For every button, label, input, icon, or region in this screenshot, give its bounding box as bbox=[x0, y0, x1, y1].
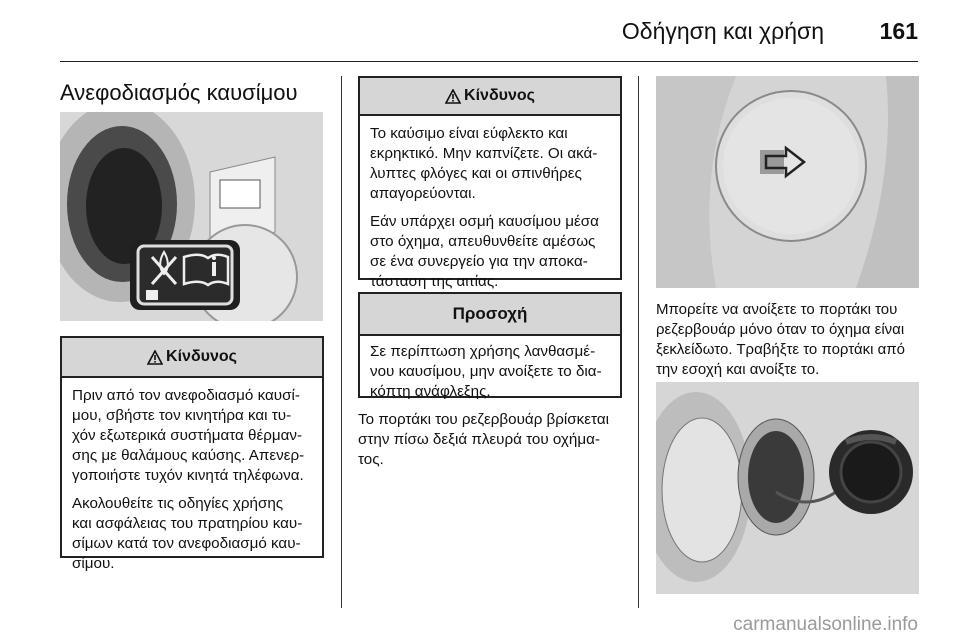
column-divider-1 bbox=[341, 76, 342, 608]
section-title: Ανεφοδιασμός καυσίμου bbox=[60, 80, 298, 105]
chapter-title: Οδήγηση και χρήση bbox=[621, 18, 824, 44]
page-number: 161 bbox=[879, 18, 918, 44]
danger-box-body bbox=[62, 378, 322, 574]
danger-box-body bbox=[360, 116, 620, 292]
danger-label: Κίνδυνος bbox=[464, 87, 535, 104]
fuel-filler-label-photo bbox=[60, 112, 323, 321]
fuel-type-icon bbox=[146, 290, 158, 300]
caution-box-header bbox=[360, 294, 620, 336]
caution-box-body bbox=[360, 336, 620, 402]
danger-box-flammable bbox=[358, 76, 622, 290]
danger-label: Κίνδυνος bbox=[166, 348, 237, 365]
open-fuel-door-text: Μπορείτε να ανοίξετε το πορτάκι του ρεζερβουάρ μόνο όταν το όχημα είναι ξεκλείδωτο. Τραβήξτε το πορτάκι από την εσοχή και ανοίξτε το. bbox=[656, 301, 905, 378]
danger-box-fuelling bbox=[60, 336, 324, 572]
danger-paragraph-1: Το καύσιμο είναι εύφλεκτο και εκρηκτικό. Μην καπνίζετε. Οι ακά- λυπτες φλόγες και οι σπινθήρες απαγορεύονται. bbox=[370, 125, 598, 202]
caution-box bbox=[358, 292, 622, 398]
danger-paragraph-2: Εάν υπάρχει οσμή καυσίμου μέσα στο όχημα, απευθυνθείτε αμέσως σε ένα συνεργείο για την αποκα- τάσταση της αιτίας. bbox=[370, 213, 599, 290]
caution-label: Προσοχή bbox=[452, 304, 528, 323]
danger-paragraph-2: Ακολουθείτε τις οδηγίες χρήσης και ασφάλειας του πρατηρίου καυ- σίμων κατά τον ανεφοδιασμό καυ- σίμου. bbox=[72, 495, 303, 572]
danger-box-header bbox=[62, 338, 322, 378]
warning-triangle-icon bbox=[147, 350, 163, 365]
warning-triangle-icon bbox=[445, 89, 461, 104]
caution-text: Σε περίπτωση χρήσης λανθασμέ- νου καυσίμου, μην ανοίξετε το δια- κόπτη ανάφλεξης. bbox=[370, 343, 602, 400]
watermark: carmanualsonline.info bbox=[733, 614, 918, 635]
danger-paragraph-1: Πριν από τον ανεφοδιασμό καυσί- μου, σβήστε τον κινητήρα και τυ- χόν εξωτερικά συστήματα θέρμαν- σης με θαλάμους καύσης. Απενερ- γοποιήστε τυχόν κινητά τηλέφωνα. bbox=[72, 387, 305, 484]
header-divider bbox=[60, 61, 918, 62]
fuel-door-open-photo bbox=[656, 382, 919, 594]
danger-box-header bbox=[360, 78, 620, 116]
column-divider-2 bbox=[638, 76, 639, 608]
fuel-door-location-text: Το πορτάκι του ρεζερβουάρ βρίσκεται στην πίσω δεξιά πλευρά του οχήμα- τος. bbox=[358, 411, 609, 468]
fuel-door-closed-photo bbox=[656, 76, 919, 288]
